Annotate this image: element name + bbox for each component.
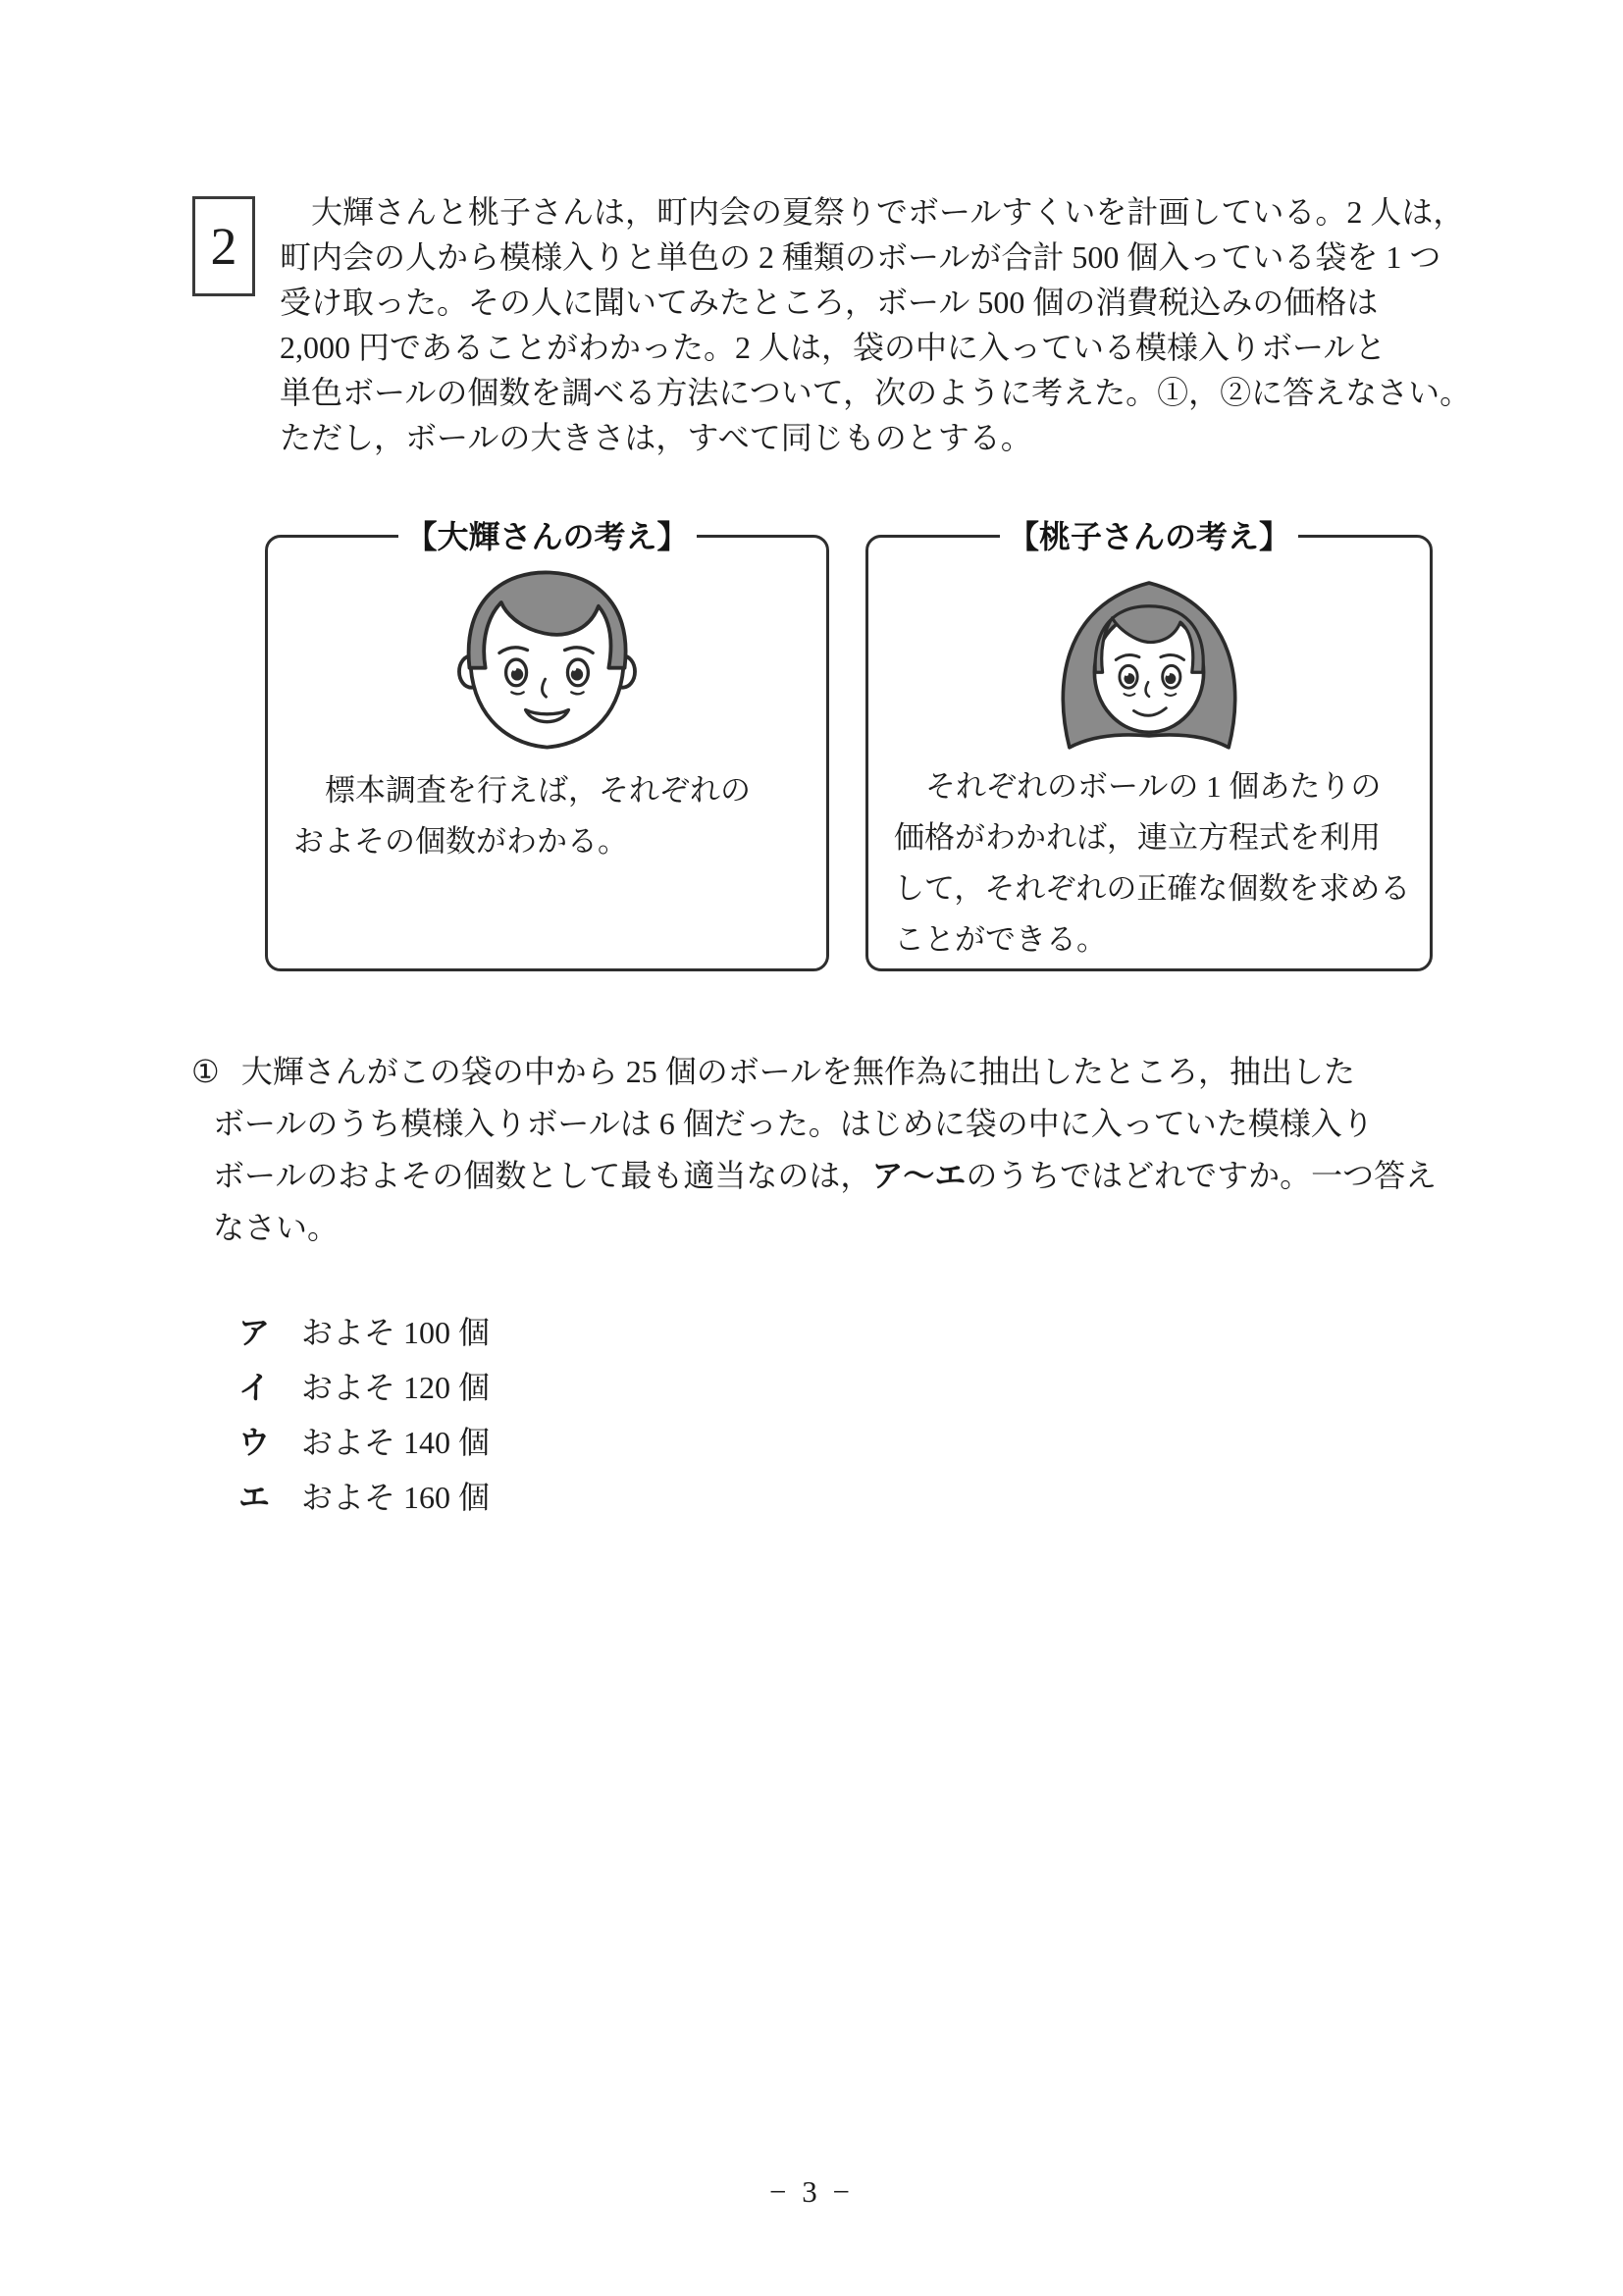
option-u bbox=[238, 1415, 490, 1470]
option-range-label: ア～エ bbox=[871, 1158, 967, 1193]
question-1-text: 大輝さんがこの袋の中から 25 個のボールを無作為に抽出したところ，抽出した bbox=[240, 1054, 1356, 1089]
option-a-text: およそ 100 個 bbox=[301, 1315, 491, 1350]
statement-line-5: 単色ボールの個数を調べる方法について，次のように考えた。①，②に答えなさい。 bbox=[280, 375, 1472, 410]
boy-face-icon bbox=[437, 563, 657, 759]
option-e bbox=[238, 1470, 490, 1525]
problem-number-box bbox=[192, 196, 255, 296]
idea-text-line: ことができる。 bbox=[894, 922, 1107, 957]
idea-box-momoko-title: 【桃子さんの考え】 bbox=[1000, 517, 1298, 556]
option-a bbox=[238, 1305, 490, 1360]
statement-line-6: ただし，ボールの大きさは，すべて同じものとする。 bbox=[280, 420, 1032, 455]
idea-text-line: およその個数がわかる。 bbox=[293, 824, 628, 859]
idea-box-daiki-text bbox=[268, 765, 826, 867]
question-1-line-3-pre: ボールのおよその個数として最も適当なのは， bbox=[213, 1158, 872, 1193]
question-1-line-3-post: のうちではどれですか。一つ答え bbox=[966, 1158, 1438, 1193]
idea-box-daiki bbox=[265, 519, 829, 971]
answer-options bbox=[238, 1305, 490, 1525]
idea-text-line: 価格がわかれば，連立方程式を利用 bbox=[894, 820, 1381, 855]
idea-box-daiki-title: 【大輝さんの考え】 bbox=[397, 517, 696, 556]
idea-text-line: 標本調査を行えば，それぞれの bbox=[325, 773, 751, 808]
option-i-text: およそ 120 個 bbox=[301, 1370, 491, 1405]
statement-line-1: 大輝さんと桃子さんは，町内会の夏祭りでボールすくいを計画している。2 人は， bbox=[311, 194, 1465, 230]
problem-statement bbox=[280, 189, 1472, 460]
option-a-letter: ア bbox=[238, 1315, 271, 1350]
question-1-line-1 bbox=[191, 1046, 1467, 1098]
question-1 bbox=[191, 1046, 1467, 1254]
option-u-letter: ウ bbox=[238, 1425, 271, 1460]
statement-line-4: 2,000 円であることがわかった。2 人は，袋の中に入っている模様入りボールと bbox=[280, 330, 1387, 365]
question-1-line-2: ボールのうち模様入りボールは 6 個だった。はじめに袋の中に入っていた模様入り bbox=[213, 1106, 1374, 1141]
problem-number: 2 bbox=[210, 217, 237, 276]
option-e-text: およそ 160 個 bbox=[301, 1480, 491, 1515]
option-i-letter: イ bbox=[238, 1370, 271, 1405]
girl-face-icon bbox=[1041, 563, 1257, 756]
statement-line-2: 町内会の人から模様入りと単色の 2 種類のボールが合計 500 個入っている袋を 1 つ bbox=[280, 239, 1441, 275]
idea-text-line: それぞれのボールの 1 個あたりの bbox=[925, 769, 1382, 804]
page-number: − 3 − bbox=[769, 2174, 854, 2209]
question-1-line-4: なさい。 bbox=[213, 1210, 340, 1245]
statement-line-3: 受け取った。その人に聞いてみたところ，ボール 500 個の消費税込みの価格は bbox=[280, 285, 1379, 320]
idea-box-momoko bbox=[865, 519, 1433, 971]
question-1-line-3 bbox=[191, 1150, 1467, 1202]
idea-text-line: して，それぞれの正確な個数を求める bbox=[894, 871, 1411, 906]
option-e-letter: エ bbox=[238, 1480, 271, 1515]
option-u-text: およそ 140 個 bbox=[301, 1425, 491, 1460]
idea-box-momoko-text bbox=[868, 761, 1430, 965]
question-number-circle: ① bbox=[191, 1054, 220, 1089]
option-i bbox=[238, 1360, 490, 1415]
